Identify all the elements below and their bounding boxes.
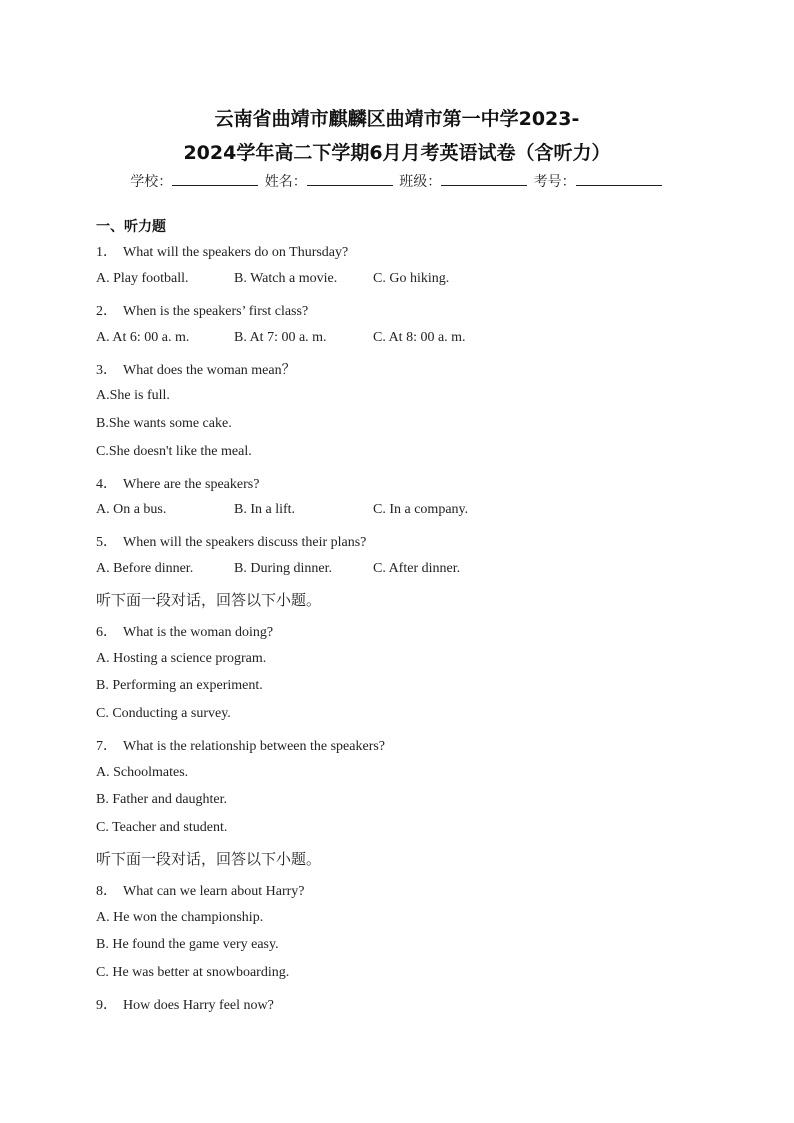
question-text: What is the woman doing? (123, 625, 274, 640)
option-c[interactable]: C. Go hiking. (373, 271, 450, 286)
question-number: 1． (96, 245, 117, 260)
question-text: Where are the speakers? (123, 477, 260, 492)
question-7 (96, 735, 385, 755)
option-b[interactable]: B. Watch a movie. (234, 271, 338, 286)
option-c[interactable]: C. In a company. (373, 502, 469, 517)
student-info-line (0, 171, 794, 191)
question-number: 4． (96, 477, 117, 492)
class-label: 班级： (399, 174, 442, 190)
question-text: What will the speakers do on Thursday? (123, 245, 349, 260)
option-b[interactable]: B. In a lift. (234, 502, 296, 517)
exam-title-line2: 2024学年高二下学期6月月考英语试卷（含听力） (183, 142, 611, 164)
question-number: 9． (96, 998, 117, 1013)
exam-number-label: 考号： (533, 174, 576, 190)
option-a[interactable]: A. Hosting a science program. (96, 651, 267, 666)
option-b[interactable]: B.She wants some cake. (96, 416, 232, 431)
option-c[interactable]: C. After dinner. (373, 561, 461, 576)
option-b[interactable]: B. During dinner. (234, 561, 332, 576)
question-6 (96, 621, 273, 641)
option-c[interactable]: C.She doesn't like the meal. (96, 444, 252, 459)
class-blank[interactable] (441, 173, 527, 186)
option-a[interactable]: A. Play football. (96, 271, 189, 286)
exam-number-blank[interactable] (576, 173, 662, 186)
option-b[interactable]: B. At 7: 00 a. m. (234, 330, 327, 345)
option-b[interactable]: B. He found the game very easy. (96, 937, 279, 952)
option-a[interactable]: A.She is full. (96, 388, 170, 403)
exam-title-line1: 云南省曲靖市麒麟区曲靖市第一中学2023- (214, 108, 580, 130)
question-text: How does Harry feel now? (123, 998, 274, 1013)
question-text: When is the speakers’ first class? (123, 304, 309, 319)
question-number: 5． (96, 535, 117, 550)
school-blank[interactable] (172, 173, 258, 186)
dialogue-instruction: 听下面一段对话，回答以下小题。 (96, 591, 322, 609)
option-b[interactable]: B. Performing an experiment. (96, 678, 263, 693)
option-a[interactable]: A. He won the championship. (96, 910, 264, 925)
question-number: 8． (96, 884, 117, 899)
school-label: 学校： (130, 174, 173, 190)
question-number: 2． (96, 304, 117, 319)
name-label: 姓名： (264, 174, 307, 190)
option-a[interactable]: A. Schoolmates. (96, 765, 189, 780)
question-1 (96, 241, 348, 261)
question-text: What does the woman mean？ (123, 363, 296, 378)
question-number: 6． (96, 625, 117, 640)
option-c[interactable]: C. At 8: 00 a. m. (373, 330, 466, 345)
question-text: What can we learn about Harry? (123, 884, 305, 899)
question-8 (96, 880, 305, 900)
question-2 (96, 300, 308, 320)
dialogue-instruction: 听下面一段对话，回答以下小题。 (96, 850, 322, 868)
question-number: 7． (96, 739, 117, 754)
option-a[interactable]: A. At 6: 00 a. m. (96, 330, 190, 345)
question-text: When will the speakers discuss their plans? (123, 535, 367, 550)
option-a[interactable]: A. Before dinner. (96, 561, 194, 576)
section-title: 一、听力题 (96, 219, 166, 235)
option-c[interactable]: C. Conducting a survey. (96, 706, 231, 721)
question-3 (96, 359, 296, 379)
question-9 (96, 994, 274, 1014)
option-c[interactable]: C. Teacher and student. (96, 820, 228, 835)
question-number: 3． (96, 363, 117, 378)
option-a[interactable]: A. On a bus. (96, 502, 167, 517)
option-c[interactable]: C. He was better at snowboarding. (96, 965, 290, 980)
option-b[interactable]: B. Father and daughter. (96, 792, 228, 807)
question-4 (96, 473, 259, 493)
question-5 (96, 531, 366, 551)
name-blank[interactable] (307, 173, 393, 186)
question-text: What is the relationship between the speakers? (123, 739, 386, 754)
